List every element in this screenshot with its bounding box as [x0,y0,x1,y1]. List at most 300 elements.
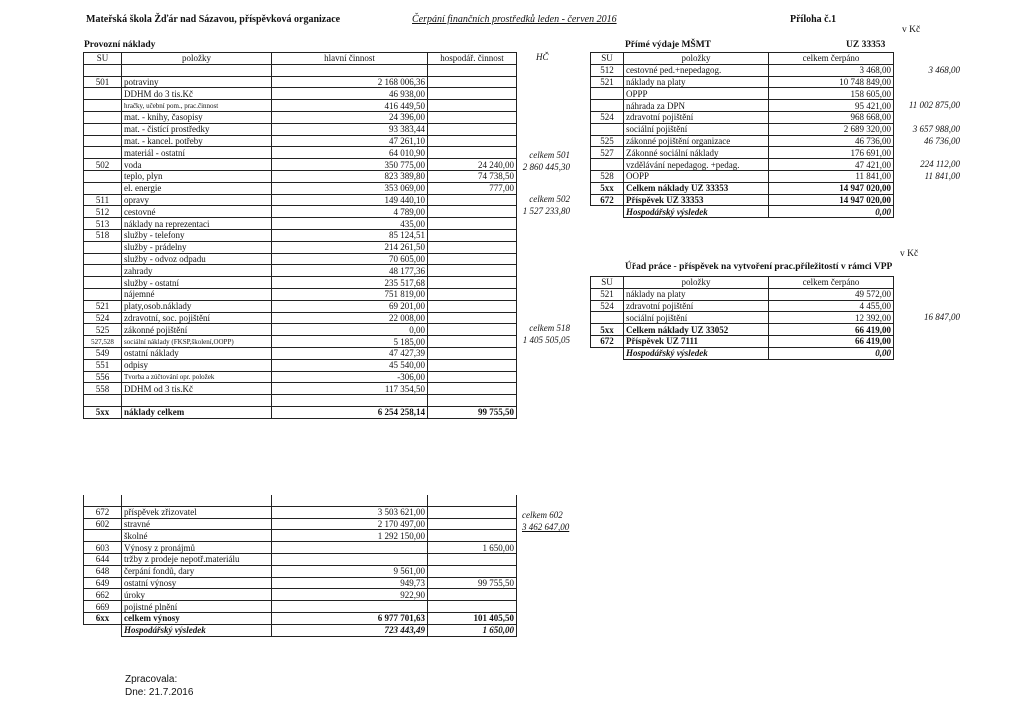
item-cell: cestovné ped.+nepedagog. [624,64,769,76]
table-row [84,518,517,530]
column-header: celkem čerpáno [769,277,894,289]
main-activity-cell: 2 168 006,36 [272,76,428,88]
column-header: SU [591,277,624,289]
su-cell: 521 [84,300,122,312]
table-row [591,123,894,135]
main-activity-cell: 22 008,00 [272,312,428,324]
su-cell: 521 [591,76,624,88]
table-row [84,182,517,194]
item-cell: pojistné plnění [122,601,272,613]
main-activity-cell: 149 440,10 [272,194,428,206]
table-row [591,170,894,182]
item-cell: úroky [122,589,272,601]
item-cell: OOPP [624,170,769,182]
table-row [84,347,517,359]
table-row [84,530,517,542]
main-activity-cell: 45 540,00 [272,359,428,371]
item-cell: zdravotní pojištění [624,111,769,123]
economic-activity-cell [428,111,517,123]
spacer-row [84,495,517,506]
table-row [84,218,517,230]
su-cell: 524 [591,300,624,312]
su-cell: 648 [84,565,122,577]
result-row [591,347,894,359]
item-cell: celkem výnosy [122,612,272,624]
su-cell: 5xx [84,406,122,418]
item-cell: OPPP [624,88,769,100]
item-cell: Hospodářský výsledek [624,206,769,218]
spacer-cell [272,64,428,76]
value-cell: 12 392,00 [769,312,894,324]
item-cell: příspěvek zřizovatel [122,506,272,518]
item-cell: sociální pojištění [624,123,769,135]
table-row [84,206,517,218]
su-cell: 518 [84,229,122,241]
up-title: Úřad práce - příspěvek na vytvoření prac.příležitostí v rámci VPP [625,262,893,272]
total-row [84,406,517,418]
table-row [591,288,894,300]
su-cell [591,123,624,135]
table-row [591,64,894,76]
economic-activity-cell: 99 755,50 [428,406,517,418]
economic-activity-cell [428,135,517,147]
item-cell: náhrada za DPN [624,100,769,112]
su-cell: 525 [84,324,122,336]
item-cell: platy,osob.náklady [122,300,272,312]
item-cell: tržby z prodeje nepotř.materiálu [122,553,272,565]
value-cell: 3 468,00 [769,64,894,76]
item-cell: nájemné [122,288,272,300]
main-activity-cell: 47 261,10 [272,135,428,147]
item-cell: sociální pojištění [624,312,769,324]
table-row [84,229,517,241]
su-cell [84,624,122,636]
economic-activity-cell [428,530,517,542]
value-cell: 66 419,00 [769,335,894,347]
table-row [84,288,517,300]
su-cell: 669 [84,601,122,613]
su-cell [84,253,122,265]
item-cell: mat. - čistící prostředky [122,123,272,135]
main-activity-cell: 117 354,50 [272,383,428,395]
item-cell: DDHM do 3 tis.Kč [122,88,272,100]
main-activity-cell: 751 819,00 [272,288,428,300]
note-501-value: 2 860 445,30 [522,162,570,172]
value-cell: 66 419,00 [769,324,894,336]
main-activity-cell: 350 775,00 [272,159,428,171]
economic-activity-cell: 99 755,50 [428,577,517,589]
spacer-cell [122,395,272,407]
su-cell: 527,528 [84,336,122,348]
msmt-table [590,52,894,218]
table-row [84,589,517,601]
economic-activity-cell: 101 405,50 [428,612,517,624]
su-cell: 558 [84,383,122,395]
value-cell: 158 605,00 [769,88,894,100]
table-row [84,147,517,159]
item-cell: zdravotní pojištění [624,300,769,312]
value-cell: 11 841,00 [769,170,894,182]
su-cell: 603 [84,542,122,554]
economic-activity-cell [428,123,517,135]
su-cell [591,206,624,218]
item-cell: služby - odvoz odpadu [122,253,272,265]
table-row [84,277,517,289]
su-cell: 644 [84,553,122,565]
su-cell [591,100,624,112]
su-cell: 6xx [84,612,122,624]
su-cell: 672 [591,194,624,206]
item-cell: DDHM od 3 tis.Kč [122,383,272,395]
organization-name: Mateřská škola Žďár nad Sázavou, příspěvková organizace [86,14,341,25]
spacer-cell [428,395,517,407]
su-cell [84,182,122,194]
economic-activity-cell [428,359,517,371]
value-cell: 2 689 320,00 [769,123,894,135]
su-cell: 551 [84,359,122,371]
su-cell [84,100,122,112]
su-cell: 524 [591,111,624,123]
economic-activity-cell [428,218,517,230]
item-cell: ostatní náklady [122,347,272,359]
su-cell [84,288,122,300]
item-cell: náklady na reprezentaci [122,218,272,230]
main-activity-cell: 949,73 [272,577,428,589]
item-cell: Výnosy z pronájmů [122,542,272,554]
annex-label: Příloha č.1 [790,14,837,25]
su-cell [84,88,122,100]
economic-activity-cell [428,300,517,312]
item-cell: školné [122,530,272,542]
item-cell: služby - prádelny [122,241,272,253]
su-cell: 662 [84,589,122,601]
spacer-cell [122,495,272,506]
main-activity-cell: 214 261,50 [272,241,428,253]
msmt-currency: v Kč [902,25,921,35]
table-row [84,123,517,135]
item-cell: teplo, plyn [122,170,272,182]
value-cell: 14 947 020,00 [769,194,894,206]
table-row [84,88,517,100]
msmt-title: Přímé výdaje MŠMT [625,40,712,50]
economic-activity-cell [428,518,517,530]
item-cell: mat. - kancel. potřeby [122,135,272,147]
table-row [84,159,517,171]
su-cell: 511 [84,194,122,206]
spacer-row [84,64,517,76]
column-header: hospodář. činnost [428,53,517,65]
up-currency: v Kč [900,249,919,259]
table-header-row [84,53,517,65]
note-602-value: 3 462 647,00 [522,522,570,532]
spacer-cell [84,64,122,76]
value-cell: 10 748 849,00 [769,76,894,88]
su-cell: 525 [591,135,624,147]
item-cell: stravné [122,518,272,530]
table-row [84,565,517,577]
spacer-cell [272,495,428,506]
spacer-row [84,395,517,407]
table-row [84,506,517,518]
note-602-label: celkem 602 [522,510,563,520]
spacer-cell [428,495,517,506]
contribution-row [591,335,894,347]
economic-activity-cell [428,265,517,277]
item-cell: voda [122,159,272,171]
item-cell: opravy [122,194,272,206]
su-cell: 528 [591,170,624,182]
document-title: Čerpání finančních prostředků leden - červen 2016 [412,14,617,25]
note-518-value: 1 405 505,05 [522,335,570,345]
su-cell: 549 [84,347,122,359]
item-cell: náklady na platy [624,76,769,88]
su-cell [84,170,122,182]
up-table [590,276,894,360]
su-cell: 512 [84,206,122,218]
economic-activity-cell [428,76,517,88]
main-activity-cell: 5 185,00 [272,336,428,348]
side-subtotal: 224 112,00 [920,159,960,170]
table-row [591,300,894,312]
main-activity-cell: 85 124,51 [272,229,428,241]
main-activity-cell: 235 517,68 [272,277,428,289]
main-activity-cell: 2 170 497,00 [272,518,428,530]
value-cell: 968 668,00 [769,111,894,123]
su-cell: 672 [84,506,122,518]
table-row [591,147,894,159]
su-cell [84,241,122,253]
value-cell: 0,00 [769,347,894,359]
side-subtotal: 16 847,00 [924,312,960,323]
table-row [84,100,517,112]
note-501-label: celkem 501 [529,150,570,160]
economic-activity-cell [428,589,517,601]
su-cell: 521 [591,288,624,300]
item-cell: odpisy [122,359,272,371]
item-cell: Příspěvek UZ 7111 [624,335,769,347]
contribution-row [591,194,894,206]
side-subtotal: 46 736,00 [924,135,960,146]
main-activity-cell: 4 789,00 [272,206,428,218]
main-activity-cell: 48 177,36 [272,265,428,277]
su-cell: 556 [84,371,122,383]
item-cell: čerpání fondů, dary [122,565,272,577]
value-cell: 0,00 [769,206,894,218]
table-row [84,359,517,371]
su-cell [591,88,624,100]
item-cell: zdravotní, soc. pojištění [122,312,272,324]
main-activity-cell: -306,00 [272,371,428,383]
item-cell: potraviny [122,76,272,88]
table-row [84,336,517,348]
su-cell [84,123,122,135]
item-cell: Hospodářský výsledek [624,347,769,359]
main-activity-cell: 435,00 [272,218,428,230]
item-cell: ostatní výnosy [122,577,272,589]
table-row [591,111,894,123]
table-row [84,542,517,554]
main-activity-cell: 823 389,80 [272,170,428,182]
economic-activity-cell [428,229,517,241]
table-row [84,601,517,613]
table-row [84,577,517,589]
column-header: položky [122,53,272,65]
su-cell [84,147,122,159]
spacer-cell [84,495,122,506]
su-cell [591,312,624,324]
value-cell: 4 455,00 [769,300,894,312]
revenue-table [83,495,517,637]
note-502-label: celkem 502 [529,194,570,204]
main-activity-cell: 9 561,00 [272,565,428,577]
table-row [84,312,517,324]
date-label: Dne: 21.7.2016 [125,687,194,698]
table-row [84,265,517,277]
item-cell: Hospodářský výsledek [122,624,272,636]
table-row [591,312,894,324]
item-cell: vzdělávání nepedagog. +pedag. [624,159,769,171]
column-header: hlavní činnost [272,53,428,65]
item-cell: cestovné [122,206,272,218]
su-cell: 524 [84,312,122,324]
side-subtotal: 3 657 988,00 [912,123,960,134]
operating-costs-table [83,52,517,419]
column-header: celkem čerpáno [769,53,894,65]
table-row [591,159,894,171]
table-header-row [591,277,894,289]
total-row [591,324,894,336]
spacer-cell [84,395,122,407]
su-cell: 501 [84,76,122,88]
value-cell: 14 947 020,00 [769,182,894,194]
item-cell: sociální náklady (FKSP,školení,OOPP) [122,336,272,348]
su-cell [84,111,122,123]
main-activity-cell: 24 396,00 [272,111,428,123]
economic-activity-cell [428,553,517,565]
table-row [591,76,894,88]
main-activity-cell: 47 427,39 [272,347,428,359]
table-header-row [591,53,894,65]
item-cell: náklady na platy [624,288,769,300]
spacer-cell [122,64,272,76]
item-cell: el. energie [122,182,272,194]
economic-activity-cell [428,347,517,359]
table-row [84,194,517,206]
su-cell [84,135,122,147]
value-cell: 46 736,00 [769,135,894,147]
economic-activity-cell [428,277,517,289]
main-activity-cell: 93 383,44 [272,123,428,135]
su-cell [84,530,122,542]
side-subtotal: 3 468,00 [928,64,960,75]
table-row [591,100,894,112]
value-cell: 95 421,00 [769,100,894,112]
item-cell: služby - ostatní [122,277,272,289]
main-activity-cell: 0,00 [272,324,428,336]
item-cell: náklady celkem [122,406,272,418]
table-row [84,371,517,383]
column-header: položky [624,53,769,65]
table-row [84,300,517,312]
table-row [84,170,517,182]
item-cell: služby - telefony [122,229,272,241]
operating-costs-title: Provozní náklady [84,40,156,50]
item-cell: Celkem náklady UZ 33353 [624,182,769,194]
item-cell: Zákonné sociální náklady [624,147,769,159]
main-activity-cell: 353 069,00 [272,182,428,194]
economic-activity-cell [428,601,517,613]
table-row [84,135,517,147]
main-activity-cell: 1 292 150,00 [272,530,428,542]
economic-activity-cell: 777,00 [428,182,517,194]
main-activity-cell [272,553,428,565]
item-cell: zákonné pojištění [122,324,272,336]
item-cell: hračky, učební pom., prac.činnost [122,100,272,112]
side-subtotal: 11 002 875,00 [908,100,960,111]
table-row [84,324,517,336]
economic-activity-cell [428,100,517,112]
item-cell: materiál - ostatní [122,147,272,159]
msmt-uz: UZ 33353 [846,40,886,50]
item-cell: Celkem náklady UZ 33052 [624,324,769,336]
economic-activity-cell [428,253,517,265]
su-cell: 649 [84,577,122,589]
su-cell [84,265,122,277]
su-cell: 512 [591,64,624,76]
value-cell: 49 572,00 [769,288,894,300]
economic-activity-cell: 1 650,00 [428,624,517,636]
total-row [84,612,517,624]
su-cell [591,159,624,171]
su-cell: 5xx [591,324,624,336]
su-cell: 502 [84,159,122,171]
note-502-value: 1 527 233,80 [522,206,570,216]
item-cell: Tvorba a zúčtování opr. položek [122,371,272,383]
su-cell [84,277,122,289]
table-row [84,253,517,265]
su-cell: 672 [591,335,624,347]
prepared-by-label: Zpracovala: [125,674,178,685]
economic-activity-cell [428,288,517,300]
su-cell [591,347,624,359]
main-activity-cell [272,601,428,613]
main-activity-cell: 46 938,00 [272,88,428,100]
item-cell: zahrady [122,265,272,277]
column-header: SU [84,53,122,65]
su-cell: 602 [84,518,122,530]
spacer-cell [272,395,428,407]
economic-activity-cell: 24 240,00 [428,159,517,171]
economic-activity-cell [428,506,517,518]
main-activity-cell: 3 503 621,00 [272,506,428,518]
item-cell: Příspěvek UZ 33353 [624,194,769,206]
item-cell: mat. - knihy, časopisy [122,111,272,123]
economic-activity-cell [428,371,517,383]
table-row [84,111,517,123]
column-header: položky [624,277,769,289]
main-activity-cell: 922,90 [272,589,428,601]
hc-label: HČ [536,52,549,62]
economic-activity-cell [428,565,517,577]
table-row [84,241,517,253]
su-cell: 527 [591,147,624,159]
main-activity-cell: 64 010,90 [272,147,428,159]
economic-activity-cell: 1 650,00 [428,542,517,554]
value-cell: 47 421,00 [769,159,894,171]
table-row [84,383,517,395]
column-header: SU [591,53,624,65]
table-row [84,553,517,565]
